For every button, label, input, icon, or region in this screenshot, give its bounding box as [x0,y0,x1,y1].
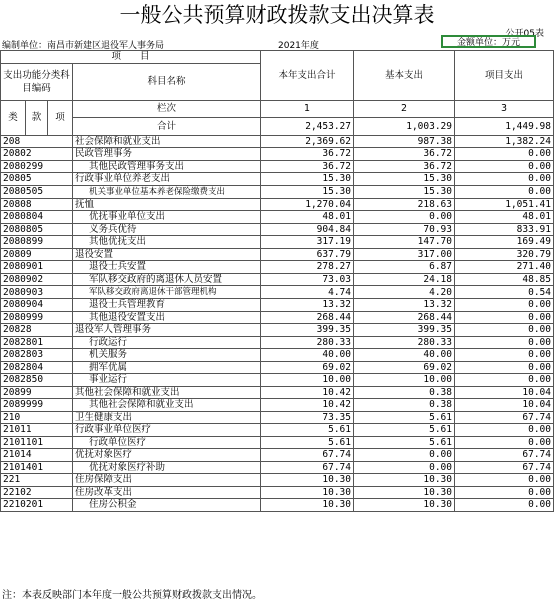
row-total: 40.00 [261,349,354,362]
row-code: 2101401 [1,461,73,474]
row-basic: 70.93 [354,223,455,236]
amount-unit-cell[interactable]: 金额单位：万元 [441,35,536,48]
xiang-header: 项 [48,100,73,135]
table-row [1,223,554,236]
row-name-cell [73,286,261,299]
table-row [1,324,554,337]
function-code-header: 支出功能分类科目编码 [1,63,73,100]
row-project: 0.00 [455,436,554,449]
column-label: 栏次 [73,100,261,118]
row-code: 20802 [1,148,73,161]
row-name-cell [73,374,261,387]
row-project: 0.00 [455,486,554,499]
row-basic: 13.32 [354,299,455,312]
table-row [1,236,554,249]
page-title: 一般公共预算财政拨款支出决算表 [119,3,435,27]
row-project: 1,051.41 [455,198,554,211]
row-name: 退役士兵安置 [89,261,147,273]
row-name-cell [73,261,261,274]
table-row [1,273,554,286]
row-code: 20805 [1,173,73,186]
row-name: 其他退役安置支出 [89,311,166,323]
table-row [1,148,554,161]
table-row [1,411,554,424]
row-name-cell [73,173,261,186]
sum-total: 2,453.27 [261,118,354,136]
table-row [1,286,554,299]
row-code: 20828 [1,324,73,337]
row-total: 36.72 [261,148,354,161]
row-code: 2080901 [1,261,73,274]
row-project: 0.00 [455,324,554,337]
row-total: 67.74 [261,461,354,474]
row-code: 2080804 [1,211,73,224]
row-total: 13.32 [261,299,354,312]
row-basic: 0.00 [354,449,455,462]
row-name-cell [73,361,261,374]
row-project: 0.00 [455,148,554,161]
sum-project: 1,449.98 [455,118,554,136]
row-total: 1,270.04 [261,198,354,211]
table-row [1,474,554,487]
row-basic: 5.61 [354,436,455,449]
row-name: 军队移交政府的离退休人员安置 [89,273,223,285]
table-row [1,185,554,198]
row-total: 5.61 [261,424,354,437]
row-code: 22102 [1,486,73,499]
row-project: 0.00 [455,499,554,512]
row-name: 行政事业单位养老支出 [75,173,171,185]
footnote: 注：本表反映部门本年度一般公共预算财政拨款支出情况。 [2,590,262,601]
row-name: 事业运行 [89,374,128,386]
row-name: 退役士兵管理教育 [89,299,166,311]
row-project: 0.00 [455,474,554,487]
row-name: 住房保障支出 [75,474,133,486]
row-name-cell [73,236,261,249]
row-basic: 280.33 [354,336,455,349]
row-project: 169.49 [455,236,554,249]
row-basic: 0.00 [354,211,455,224]
row-name-cell [73,411,261,424]
form-number: 公开05表 [505,29,544,39]
row-name-cell [73,160,261,173]
row-project: 1,382.24 [455,135,554,148]
row-basic: 5.61 [354,424,455,437]
project-header: 项目支出 [455,51,554,101]
row-basic: 5.61 [354,411,455,424]
row-basic: 317.00 [354,248,455,261]
row-total: 67.74 [261,449,354,462]
row-total: 10.30 [261,499,354,512]
row-name: 机关服务 [89,349,128,361]
row-project: 320.79 [455,248,554,261]
sum-basic: 1,003.29 [354,118,455,136]
row-basic: 4.20 [354,286,455,299]
row-name: 退役军人管理事务 [75,324,152,336]
row-name: 其他社会保障和就业支出 [75,386,180,398]
row-basic: 10.30 [354,474,455,487]
row-total: 904.84 [261,223,354,236]
row-name-cell [73,349,261,362]
row-name-cell [73,449,261,462]
row-name-cell [73,399,261,412]
row-project: 10.04 [455,399,554,412]
row-basic: 40.00 [354,349,455,362]
row-project: 0.00 [455,349,554,362]
row-name: 退役安置 [75,248,114,260]
row-code: 2082850 [1,374,73,387]
row-project: 67.74 [455,411,554,424]
row-name-cell [73,436,261,449]
row-name: 拥军优属 [89,361,128,373]
row-basic: 15.30 [354,185,455,198]
row-project: 0.00 [455,160,554,173]
row-total: 317.19 [261,236,354,249]
item-header: 项 目 [1,51,261,64]
row-code: 2082804 [1,361,73,374]
row-total: 73.03 [261,273,354,286]
row-code: 2080505 [1,185,73,198]
row-name-cell [73,211,261,224]
table-row [1,424,554,437]
row-project: 10.04 [455,386,554,399]
row-total: 637.79 [261,248,354,261]
table-row [1,336,554,349]
row-code: 2089999 [1,399,73,412]
row-project: 48.85 [455,273,554,286]
row-name-cell [73,273,261,286]
table-row [1,486,554,499]
row-name: 行政单位医疗 [89,436,147,448]
row-total: 69.02 [261,361,354,374]
table-row [1,374,554,387]
row-name-cell [73,223,261,236]
expenditure-table [0,50,554,512]
table-row [1,386,554,399]
row-total: 280.33 [261,336,354,349]
row-name: 义务兵优待 [89,223,137,235]
row-project: 833.91 [455,223,554,236]
row-name-cell [73,386,261,399]
row-code: 2210201 [1,499,73,512]
row-name-cell [73,299,261,312]
row-code: 221 [1,474,73,487]
table-row [1,248,554,261]
row-basic: 10.30 [354,486,455,499]
row-name: 住房改革支出 [75,486,133,498]
row-basic: 0.38 [354,399,455,412]
row-code: 2080299 [1,160,73,173]
table-row [1,173,554,186]
row-basic: 10.30 [354,499,455,512]
row-code: 21014 [1,449,73,462]
row-name: 抚恤 [75,198,95,210]
table-row [1,349,554,362]
row-total: 5.61 [261,436,354,449]
row-code: 20899 [1,386,73,399]
row-project: 0.00 [455,173,554,186]
row-project: 0.00 [455,185,554,198]
row-total: 15.30 [261,173,354,186]
row-name: 住房公积金 [89,499,137,511]
table-row [1,160,554,173]
row-code: 20808 [1,198,73,211]
row-total: 278.27 [261,261,354,274]
row-project: 0.00 [455,311,554,324]
table-row [1,211,554,224]
row-name-cell [73,198,261,211]
row-total: 10.42 [261,399,354,412]
row-code: 2080899 [1,236,73,249]
kuan-header: 款 [26,100,48,135]
row-name-cell [73,499,261,512]
row-name-cell [73,486,261,499]
row-name-cell [73,461,261,474]
row-project: 48.01 [455,211,554,224]
row-name: 优抚对象医疗补助 [89,461,166,473]
row-project: 0.54 [455,286,554,299]
row-name-cell [73,336,261,349]
basic-header: 基本支出 [354,51,455,101]
row-basic: 10.00 [354,374,455,387]
row-basic: 218.63 [354,198,455,211]
row-basic: 69.02 [354,361,455,374]
row-code: 2080903 [1,286,73,299]
row-name: 行政运行 [89,336,128,348]
table-row [1,461,554,474]
row-project: 67.74 [455,461,554,474]
row-basic: 36.72 [354,160,455,173]
row-name-cell [73,324,261,337]
row-basic: 268.44 [354,311,455,324]
row-name: 军队移交政府离退休干部管理机构 [89,287,217,297]
row-name-cell [73,424,261,437]
row-basic: 0.00 [354,461,455,474]
row-total: 15.30 [261,185,354,198]
table-row [1,361,554,374]
row-name: 其他民政管理事务支出 [89,160,185,172]
row-total: 10.30 [261,486,354,499]
row-name-cell [73,148,261,161]
column-1: 1 [261,100,354,118]
table-row [1,261,554,274]
row-name-cell [73,474,261,487]
row-total: 10.42 [261,386,354,399]
row-project: 0.00 [455,374,554,387]
row-total: 10.00 [261,374,354,387]
row-code: 20809 [1,248,73,261]
row-name-cell [73,135,261,148]
row-total: 268.44 [261,311,354,324]
row-basic: 399.35 [354,324,455,337]
table-row [1,399,554,412]
row-name: 优抚对象医疗 [75,449,133,461]
row-basic: 0.38 [354,386,455,399]
row-code: 210 [1,411,73,424]
row-project: 0.00 [455,299,554,312]
row-code: 2080904 [1,299,73,312]
row-basic: 36.72 [354,148,455,161]
row-name: 优抚事业单位支出 [89,211,166,223]
row-total: 2,369.62 [261,135,354,148]
column-3: 3 [455,100,554,118]
table-row [1,499,554,512]
row-code: 2080805 [1,223,73,236]
table-row [1,135,554,148]
lei-header: 类 [1,100,26,135]
row-code: 21011 [1,424,73,437]
row-project: 271.40 [455,261,554,274]
row-project: 67.74 [455,449,554,462]
row-name: 社会保障和就业支出 [75,135,161,147]
row-code: 2082803 [1,349,73,362]
row-name: 卫生健康支出 [75,411,133,423]
row-project: 0.00 [455,336,554,349]
row-code: 2080902 [1,273,73,286]
row-total: 73.35 [261,411,354,424]
row-total: 36.72 [261,160,354,173]
row-code: 2080999 [1,311,73,324]
row-code: 2101101 [1,436,73,449]
sum-label: 合计 [73,118,261,136]
table-row [1,198,554,211]
row-project: 0.00 [455,424,554,437]
table-row [1,299,554,312]
table-row [1,449,554,462]
row-name-cell [73,311,261,324]
row-name: 机关事业单位基本养老保险缴费支出 [89,186,226,197]
row-name: 其他优抚支出 [89,236,147,248]
column-2: 2 [354,100,455,118]
row-name-cell [73,248,261,261]
row-code: 2082801 [1,336,73,349]
row-name: 其他社会保障和就业支出 [89,399,194,411]
row-total: 4.74 [261,286,354,299]
table-row [1,436,554,449]
fiscal-year: 2021年度 [278,41,319,51]
row-basic: 987.38 [354,135,455,148]
total-header: 本年支出合计 [261,51,354,101]
row-total: 10.30 [261,474,354,487]
row-basic: 147.70 [354,236,455,249]
row-total: 48.01 [261,211,354,224]
row-code: 208 [1,135,73,148]
table-row [1,311,554,324]
row-name: 行政事业单位医疗 [75,424,152,436]
compiling-unit: 编制单位：南昌市新建区退役军人事务局 [2,41,165,51]
row-basic: 6.87 [354,261,455,274]
row-name-cell [73,185,261,198]
row-basic: 24.18 [354,273,455,286]
subject-name-header: 科目名称 [73,63,261,100]
row-name: 民政管理事务 [75,148,133,160]
row-basic: 15.30 [354,173,455,186]
row-total: 399.35 [261,324,354,337]
row-project: 0.00 [455,361,554,374]
